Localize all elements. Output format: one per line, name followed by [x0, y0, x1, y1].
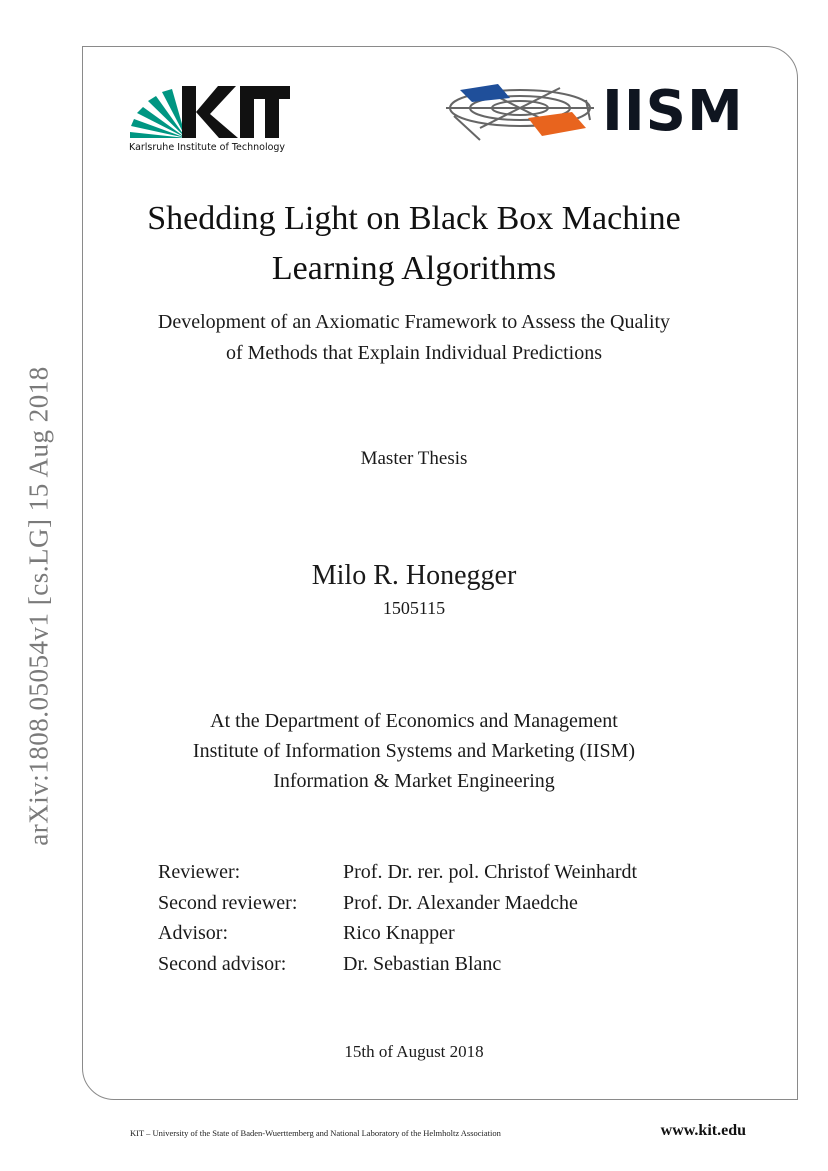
department-line: At the Department of Economics and Management: [210, 710, 618, 732]
department-line: Information & Market Engineering: [273, 770, 555, 792]
person-name: Prof. Dr. rer. pol. Christof Weinhardt: [343, 861, 638, 883]
role-label: Reviewer:: [158, 861, 241, 883]
person-name: Prof. Dr. Alexander Maedche: [343, 891, 578, 914]
supervisor-row: [158, 857, 637, 888]
person-name: Dr. Sebastian Blanc: [343, 952, 502, 975]
thesis-type: Master Thesis: [360, 448, 468, 469]
supervisor-row: [158, 918, 637, 949]
footer-institution: KIT – University of the State of Baden-Wuerttemberg and National Laboratory of the Helmholtz Association: [130, 1128, 501, 1138]
thesis-subtitle: [82, 307, 746, 369]
role-label: Advisor:: [158, 922, 228, 944]
arxiv-stamp: arXiv:1808.05054v1 [cs.LG] 15 Aug 2018: [23, 366, 54, 846]
department-block: [82, 706, 746, 796]
subtitle-line: of Methods that Explain Individual Predictions: [225, 342, 603, 364]
subtitle-line: Development of an Axiomatic Framework to Assess the Quality: [157, 311, 671, 333]
role-label: Second reviewer:: [158, 891, 298, 914]
title-line: Shedding Light on Black Box Machine: [147, 200, 681, 237]
iism-logo-text: IISM: [602, 79, 744, 144]
supervisor-row: [158, 949, 637, 980]
department-line: Institute of Information Systems and Marketing (IISM): [192, 740, 636, 762]
student-id: 1505115: [382, 598, 446, 618]
kit-subtitle: Karlsruhe Institute of Technology: [129, 142, 286, 153]
supervisor-row: [158, 888, 637, 919]
author-name: Milo R. Honegger: [311, 560, 517, 591]
supervisors-table: [158, 857, 637, 979]
person-name: Rico Knapper: [343, 922, 455, 944]
submission-date: 15th of August 2018: [344, 1042, 484, 1061]
kit-fan-icon: [130, 89, 186, 138]
role-label: Second advisor:: [158, 952, 287, 975]
thesis-title: [82, 194, 746, 294]
title-line: Learning Algorithms: [271, 250, 557, 287]
footer-url: www.kit.edu: [660, 1122, 746, 1139]
